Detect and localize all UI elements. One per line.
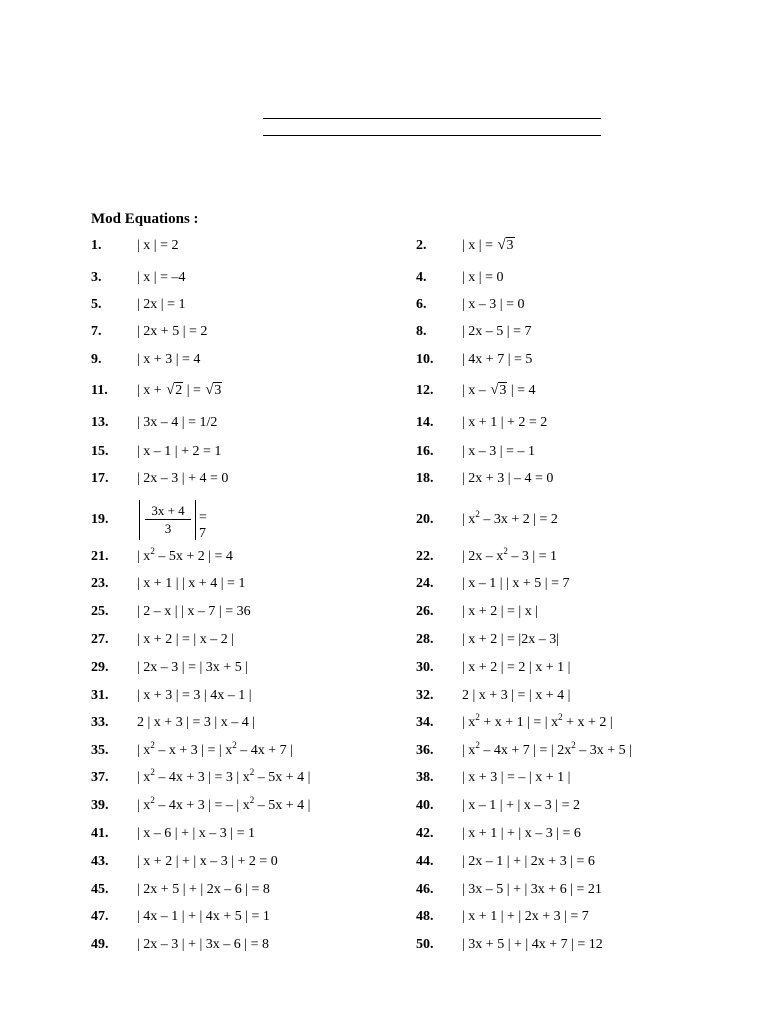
exponent: 2 (150, 740, 155, 750)
problem-row (0, 630, 768, 652)
problem-row (0, 768, 768, 790)
equation: | 2x + 5 | = 2 (137, 324, 208, 339)
equation: | $x^2 - 4x + 7$ | = | $2x^2 - 3x + 5$ | (462, 740, 632, 758)
radicand: 3 (506, 238, 514, 253)
problem-number: 16. (416, 444, 434, 459)
problem-number: 43. (91, 854, 109, 869)
abs-bar-right (195, 500, 196, 540)
problem-number: 14. (416, 415, 434, 430)
problem-number: 2. (416, 238, 427, 253)
problem-row (0, 713, 768, 735)
problem-number: 25. (91, 604, 109, 619)
problem-row (0, 547, 768, 569)
problem-number: 13. (91, 415, 109, 430)
equation: | x – √ 3 | = 4 (462, 381, 536, 401)
problem-number: 42. (416, 826, 434, 841)
equation: | 3x + 5 | + | 4x + 7 | = 12 (462, 937, 603, 952)
abs-bar-left (139, 500, 140, 540)
exponent: 2 (503, 546, 508, 556)
problem-row (0, 442, 768, 464)
equation: | x + 1 | + | x – 3 | = 6 (462, 826, 581, 841)
exponent: 2 (150, 795, 155, 805)
problem-number: 50. (416, 937, 434, 952)
equation: | 2x + 5 | + | 2x – 6 | = 8 (137, 882, 270, 897)
problem-row (0, 295, 768, 317)
equation: | x + 3 | = 4 (137, 352, 201, 367)
problem-number: 28. (416, 632, 434, 647)
equation: | x – 3 | = 0 (462, 297, 525, 312)
problem-number: 15. (91, 444, 109, 459)
problem-number: 30. (416, 660, 434, 675)
equation: | x + √ 2 | = √ 3 (137, 381, 222, 401)
radical-sign-icon: √ (490, 382, 499, 398)
problem-number: 36. (416, 743, 434, 758)
equation: | x + 3 | = 3 | 4x – 1 | (137, 688, 252, 703)
equation: | 3x – 4 | = 1/2 (137, 415, 218, 430)
problem-number: 40. (416, 798, 434, 813)
problem-number: 11. (91, 383, 108, 398)
equation: | 4x – 1 | + | 4x + 5 | = 1 (137, 909, 270, 924)
equation: | 2x – 5 | = 7 (462, 324, 532, 339)
problem-number: 45. (91, 882, 109, 897)
exponent: 2 (150, 767, 155, 777)
problem-number: 47. (91, 909, 109, 924)
name-line (263, 118, 601, 119)
problem-row (0, 935, 768, 957)
problem-row (0, 413, 768, 435)
problem-row (0, 268, 768, 290)
problem-number: 17. (91, 471, 109, 486)
radicand: 2 (175, 383, 183, 398)
problem-number: 24. (416, 576, 434, 591)
equation: | x + 1 | | x + 4 | = 1 (137, 576, 246, 591)
problem-number: 26. (416, 604, 434, 619)
problem-row (0, 658, 768, 680)
radicand: 3 (214, 383, 222, 398)
problem-number: 8. (416, 324, 427, 339)
exponent: 2 (475, 509, 480, 519)
radical-sign-icon: √ (497, 237, 506, 253)
problem-number: 12. (416, 383, 434, 398)
problem-row (0, 236, 768, 258)
radicand: 3 (499, 383, 507, 398)
problem-number: 44. (416, 854, 434, 869)
equation: | 2x + 3 | – 4 = 0 (462, 471, 554, 486)
exponent: 2 (249, 767, 255, 777)
problem-row (0, 602, 768, 624)
equation: | 2x – 3 | + 4 = 0 (137, 471, 229, 486)
problem-number: 21. (91, 549, 109, 564)
equation: | 2x | = 1 (137, 297, 186, 312)
problem-number: 35. (91, 743, 109, 758)
problem-number: 23. (91, 576, 109, 591)
radical (490, 381, 507, 401)
equation: | x + 3 | = – | x + 1 | (462, 770, 571, 785)
section-heading: Mod Equations : (91, 211, 199, 227)
exponent: 2 (232, 740, 237, 750)
equation: | x – 1 | + 2 = 1 (137, 444, 222, 459)
radical (166, 381, 183, 401)
date-line (263, 135, 601, 136)
problem-number: 1. (91, 238, 102, 253)
problem-number: 49. (91, 937, 109, 952)
equation: | 3x – 5 | + | 3x + 6 | = 21 (462, 882, 602, 897)
equation: | 2x – 1 | + | 2x + 3 | = 6 (462, 854, 595, 869)
problem-row (0, 880, 768, 902)
problem-number: 22. (416, 549, 434, 564)
equation: 2 | x + 3 | = 3 | x – 4 | (137, 715, 256, 730)
equation: | x – 6 | + | x – 3 | = 1 (137, 826, 256, 841)
radical (498, 236, 515, 256)
problem-number: 7. (91, 324, 102, 339)
problem-number: 27. (91, 632, 109, 647)
problem-row (0, 852, 768, 874)
problem-number: 41. (91, 826, 109, 841)
equation: | $x^2 - 4x + 3$ | = 3 | $x^2 - 5x + 4$ | (137, 767, 311, 785)
fraction-denominator: 3 (164, 521, 172, 536)
equation: | $x^2 - 5x + 2$ | = 4 (137, 546, 233, 564)
problem-number: 34. (416, 715, 434, 730)
equation: | x + 1 | + 2 = 2 (462, 415, 548, 430)
equation: | $2x - x^2 - 3$ | = 1 (462, 546, 558, 564)
problem-number: 5. (91, 297, 102, 312)
radical-sign-icon: √ (166, 382, 175, 398)
problem-number: 10. (416, 352, 434, 367)
problem-row (0, 824, 768, 846)
problem-number: 6. (416, 297, 427, 312)
equation: | x + 1 | + | 2x + 3 | = 7 (462, 909, 589, 924)
problem-number: 18. (416, 471, 434, 486)
equation: | x – 1 | | x + 5 | = 7 (462, 576, 570, 591)
problem-number: 31. (91, 688, 109, 703)
equation: | x + 2 | = | x | (462, 604, 539, 619)
problem-row (0, 574, 768, 596)
exponent: 2 (475, 740, 480, 750)
problem-row (0, 381, 768, 403)
exponent: 2 (571, 740, 576, 750)
problem-number: 46. (416, 882, 434, 897)
exponent: 2 (249, 795, 255, 805)
problem-row (0, 796, 768, 818)
equation: | x – 1 | + | x – 3 | = 2 (462, 798, 581, 813)
equation: | x | = 0 (462, 270, 504, 285)
exponent: 2 (150, 546, 155, 556)
problem-number: 29. (91, 660, 109, 675)
fraction-numerator: 3x + 4 (145, 502, 191, 520)
exponent: 2 (475, 712, 480, 722)
equation: | x | = √ 3 (462, 236, 515, 256)
problem-number: 3. (91, 270, 102, 285)
problem-row (0, 322, 768, 344)
radical-sign-icon: √ (205, 382, 214, 398)
problem-number: 48. (416, 909, 434, 924)
equation: | x + 2 | + | x – 3 | + 2 = 0 (137, 854, 278, 869)
problem-row (0, 741, 768, 763)
problem-number: 37. (91, 770, 109, 785)
equation: | 2x – 3 | = | 3x + 5 | (137, 660, 249, 675)
problem-number: 32. (416, 688, 434, 703)
equation-tail: = 7 (199, 510, 207, 541)
problem-number: 38. (416, 770, 434, 785)
problem-number: 4. (416, 270, 427, 285)
equation: | 2x – 3 | + | 3x – 6 | = 8 (137, 937, 270, 952)
equation: | x + 2 | = 2 | x + 1 | (462, 660, 571, 675)
equation: | 4x + 7 | = 5 (462, 352, 533, 367)
equation: | $x^2 - x + 3$ | = | $x^2 - 4x + 7$ | (137, 740, 293, 758)
equation: | $x^2 + x + 1$ | = | $x^2 + x + 2$ | (462, 712, 613, 730)
equation: | x + 2 | = | x – 2 | (137, 632, 235, 647)
problem-number: 33. (91, 715, 109, 730)
radical (205, 381, 222, 401)
equation: | 2 – x | | x – 7 | = 36 (137, 604, 251, 619)
equation: | x – 3 | = – 1 (462, 444, 536, 459)
exponent: 2 (558, 712, 563, 722)
problem-number: 19. (91, 512, 109, 527)
problem-row (0, 686, 768, 708)
problem-row (0, 350, 768, 372)
problem-number: 9. (91, 352, 102, 367)
problem-row (0, 469, 768, 491)
equation: | $x^2 - 3x + 2$ | = 2 (462, 509, 558, 527)
problem-row (0, 907, 768, 929)
problem-row (0, 503, 768, 541)
equation: 2 | x + 3 | = | x + 4 | (462, 688, 571, 703)
fraction (145, 502, 191, 537)
problem-number: 20. (416, 512, 434, 527)
equation: | x | = –4 (137, 270, 186, 285)
equation: | $x^2 - 4x + 3$ | = – | $x^2 - 5x + 4$ | (137, 795, 311, 813)
problem-number: 39. (91, 798, 109, 813)
equation: | x | = 2 (137, 238, 179, 253)
equation: | x + 2 | = |2x – 3| (462, 632, 560, 647)
